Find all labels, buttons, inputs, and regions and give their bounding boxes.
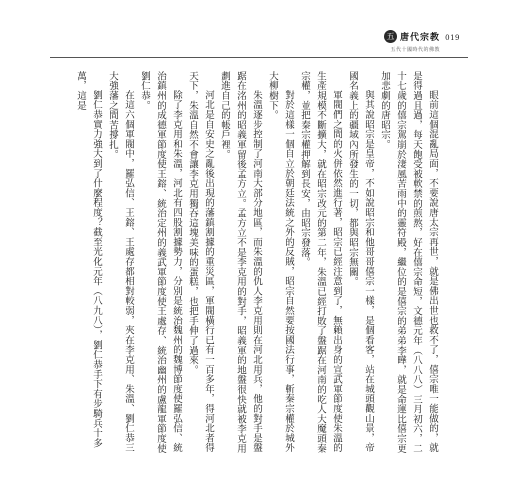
book-title: 唐代宗教	[399, 33, 440, 43]
paragraph: 眼前這個混亂局面，不要說唐太宗再世，就是佛出世也救不了，僖宗唯一能做的，就是得過且過，每天飽受被軟禁的煎熬，好在僖宗命短，文德元年（八八八）三月初六，二十七歲的僖宗駕崩於淒風苦雨中的靈符殿，繼位的是僖宗的弟弟李曄，就是命運比僖宗更加悲劇的唐昭宗。	[379, 71, 438, 454]
chapter-badge: 五	[384, 30, 397, 43]
running-header	[384, 30, 440, 53]
paragraph: 朱溫逐步控制了河南大部分地區，而朱溫的仇人李克用則在河北用兵，他的對手是盤踞在洺州的昭義軍留後孟方立。孟方立不是李克用的對手，昭義軍的地盤很快就被李克用劃進自己的帳戶裡。	[219, 71, 262, 454]
paragraph: 劉仁恭實力強大到了什麼程度？截至光化元年（八九八），劉仁恭手下有步騎兵十多萬，這是	[75, 71, 102, 448]
paragraph: 軍閥們之間的火併依然進行著，昭宗已經注意到了，無賴出身的宣武軍節度使朱溫的生產規模不斷擴大，就在昭宗改元的第二年，朱溫已經打敗了盤踞在河南的吃人大魔頭秦宗權，並把秦宗權押解到長安，由昭宗發落。	[299, 71, 342, 454]
paragraph: 對於這樣一個自立於朝廷法統之外的反賊，昭宗自然要按國法行事，斬秦宗權於城外大柳樹下。	[267, 71, 294, 453]
paragraph: 河北是自安史之亂後出現的藩鎮割據的重災區，軍閥橫行已有一百多年，得河北者得天下，朱溫自然不會讓李克用獨吞這塊美味的蛋糕，也把手伸了過來。	[187, 71, 214, 453]
body-text	[60, 71, 440, 459]
paragraph: 與其說昭宗是皇帝，不如說昭宗和他哥哥僖宗一樣，是個看客，站在城頭觀山景，帝國名義上的疆域內所發生的一切，都與昭宗無關。	[347, 71, 374, 453]
page-number: 019	[445, 34, 460, 42]
header-title-row	[384, 30, 440, 43]
header-rule	[50, 57, 468, 58]
paragraph: 在這六個軍閥中，羅弘信、王鎔、王處存都相對較弱，夾在李克用、朱溫、劉仁恭三大強藩之間苦撐扎。	[107, 71, 134, 453]
header-subtitle: 五代十國時代的佛教	[390, 47, 440, 53]
paragraph: 除了李克用和朱溫，河北有四股割據勢力，分別是統治魏州的魏博節度使羅弘信、統治鎮州的成德軍節度使王鎔、統治定州的義武軍節度使王處存、統治幽州的盧龍軍節度使劉仁恭。	[139, 71, 182, 454]
